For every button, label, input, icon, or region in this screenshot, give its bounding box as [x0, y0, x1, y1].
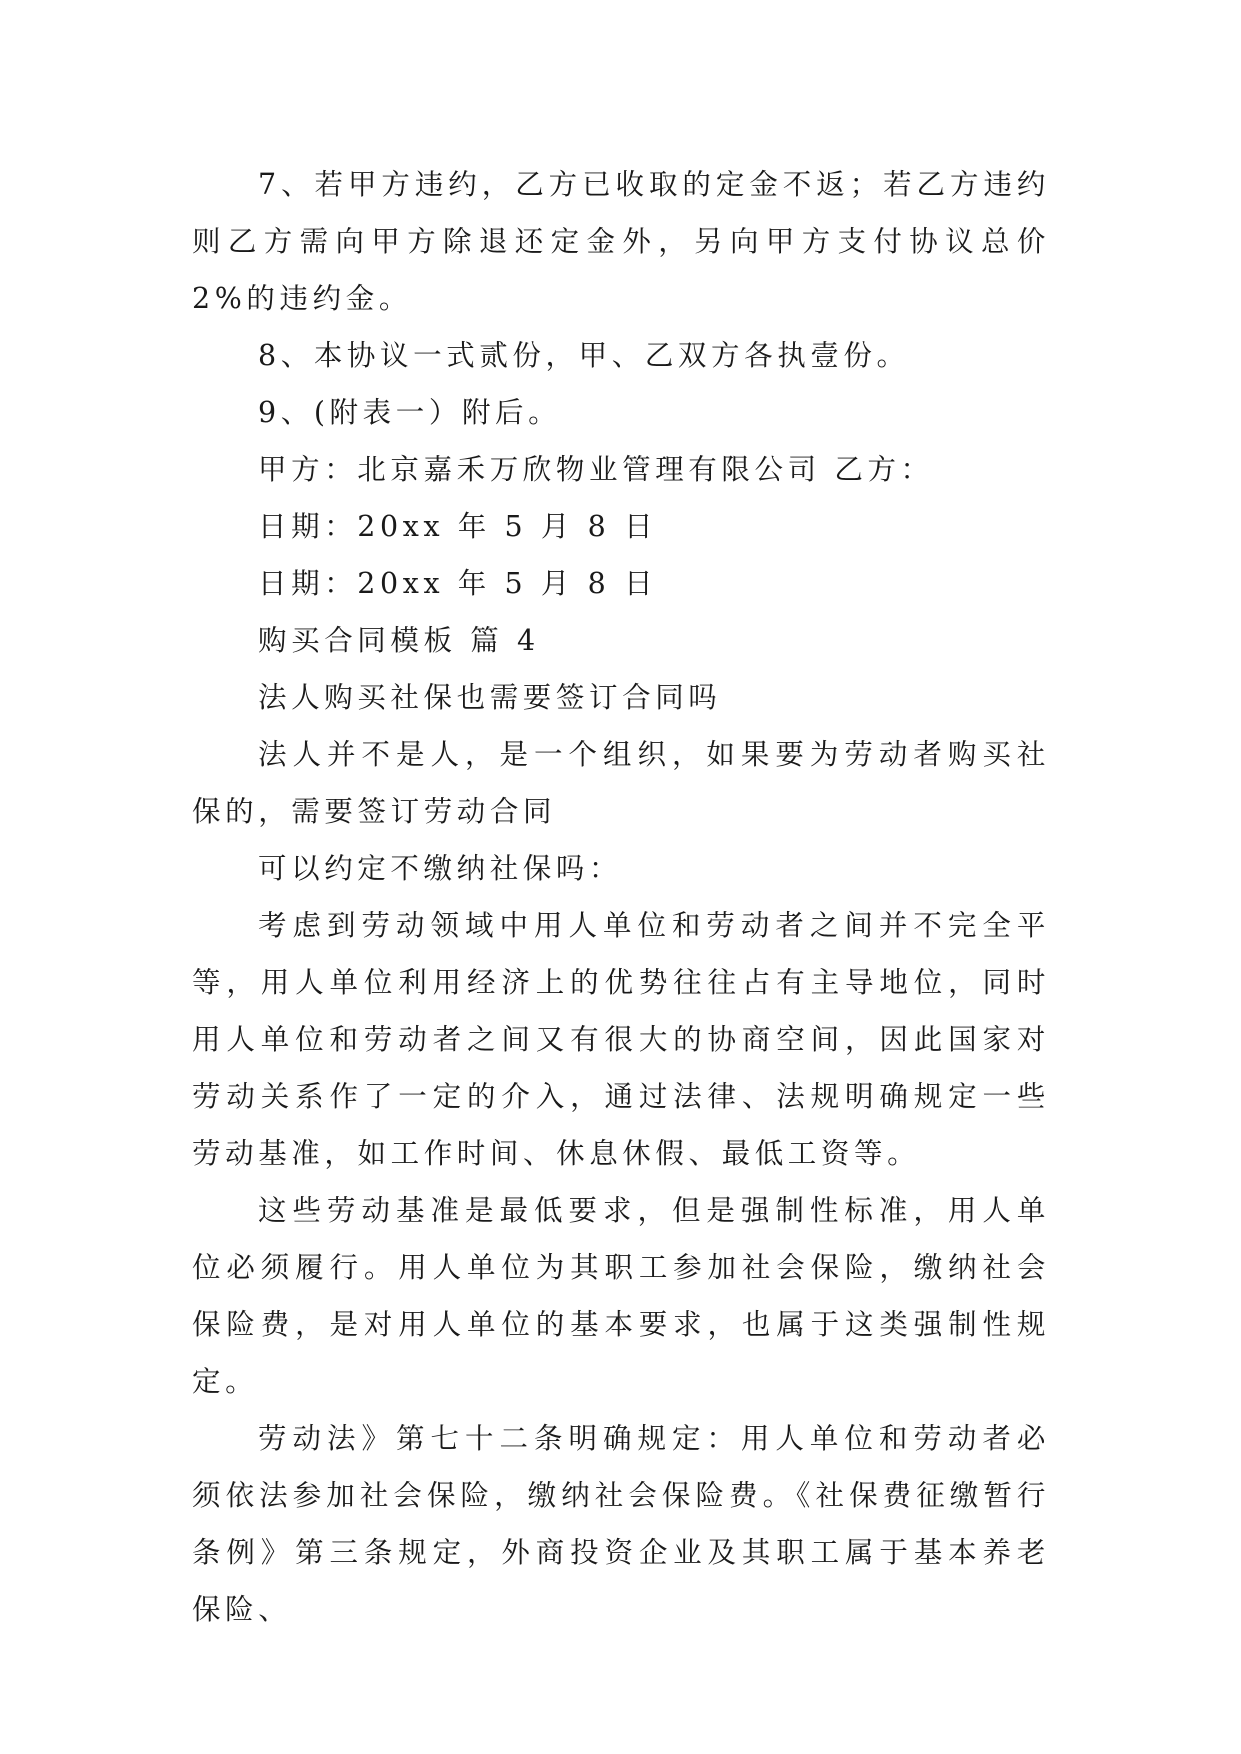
section-heading: 购买合同模板 篇 4 — [258, 624, 540, 657]
document-body — [192, 156, 1050, 1638]
clause-9: 9、(附表一）附后。 — [258, 396, 562, 429]
question-no-social-insurance: 可以约定不缴纳社保吗： — [258, 852, 623, 885]
question-heading: 法人购买社保也需要签订合同吗 — [258, 681, 722, 714]
date-line-1: 日期：20xx 年 5 月 8 日 — [258, 510, 658, 543]
party-line: 甲方：北京嘉禾万欣物业管理有限公司 乙方： — [258, 453, 934, 486]
paragraph-labor-law: 劳动法》第七十二条明确规定：用人单位和劳动者必须依法参加社会保险，缴纳社会保险费。《社保费征缴暂行条例》第三条规定，外商投资企业及其职工属于基本养老保险、 — [192, 1422, 1050, 1626]
clause-8: 8、本协议一式贰份，甲、乙双方各执壹份。 — [258, 339, 910, 372]
paragraph-labor-standards: 这些劳动基准是最低要求，但是强制性标准，用人单位必须履行。用人单位为其职工参加社会保险，缴纳社会保险费，是对用人单位的基本要求，也属于这类强制性规定。 — [192, 1194, 1050, 1398]
clause-7: 7、若甲方违约，乙方已收取的定金不返；若乙方违约则乙方需向甲方除退还定金外，另向甲方支付协议总价 2%的违约金。 — [192, 168, 1050, 315]
date-line-2: 日期：20xx 年 5 月 8 日 — [258, 567, 658, 600]
paragraph-legal-person: 法人并不是人，是一个组织，如果要为劳动者购买社保的，需要签订劳动合同 — [192, 738, 1050, 828]
paragraph-labor-relations: 考虑到劳动领域中用人单位和劳动者之间并不完全平等，用人单位利用经济上的优势往往占有主导地位，同时用人单位和劳动者之间又有很大的协商空间，因此国家对劳动关系作了一定的介入，通过法律、法规明确规定一些劳动基准，如工作时间、休息休假、最低工资等。 — [192, 909, 1050, 1170]
